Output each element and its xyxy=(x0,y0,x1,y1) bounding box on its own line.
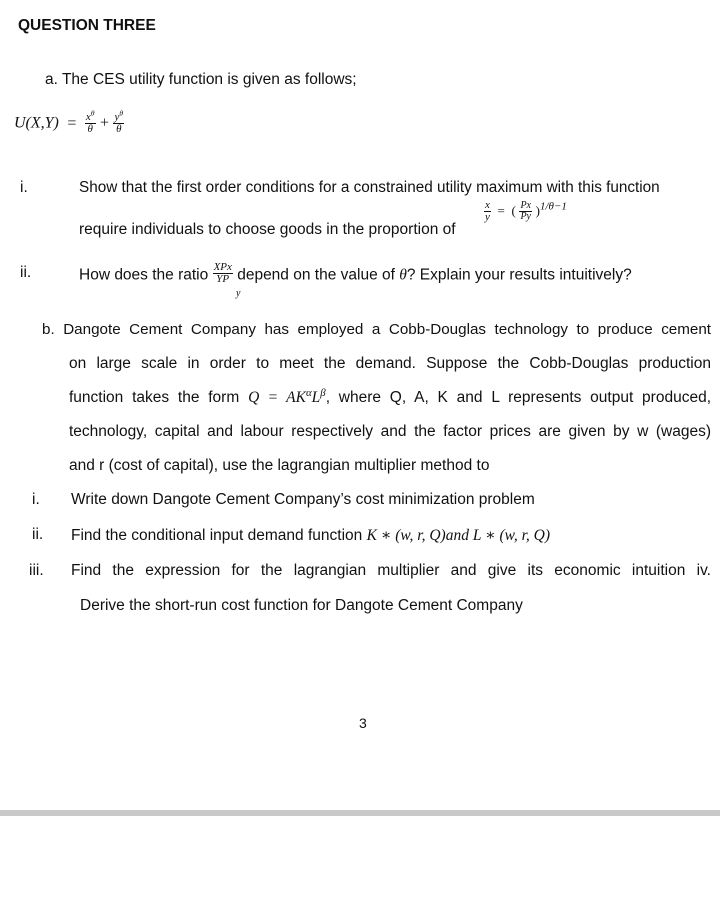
formula-lhs: U(X,Y) xyxy=(14,114,59,132)
proportion-price-fraction xyxy=(519,201,532,222)
frac-x: x xyxy=(85,111,91,123)
item-a-ii-text xyxy=(79,261,632,287)
part-b-line5: and r (cost of capital), use the lagrangian multiplier method to xyxy=(69,457,490,474)
proportion-lhs-fraction xyxy=(484,200,491,223)
proportion-px: Px xyxy=(520,200,531,211)
proportion-x: x xyxy=(485,199,490,211)
item-b-ii-text xyxy=(71,526,550,545)
ratio-subscript: y xyxy=(236,288,241,299)
frac-y: y xyxy=(114,111,120,123)
item-b-ii-label: Find the conditional input demand function xyxy=(71,527,363,544)
item-a-i-line1: Show that the first order conditions for a constrained utility maximum with this function xyxy=(79,179,660,196)
ratio-num: XPx xyxy=(213,261,232,273)
item-b-iv-number: iv. xyxy=(696,562,711,579)
item-a-ii-number: ii. xyxy=(20,264,32,281)
item-a-i-line2: require individuals to choose goods in the proportion of xyxy=(79,221,456,238)
page-separator xyxy=(0,810,720,816)
fraction-x-theta xyxy=(85,108,96,135)
proportion-formula: $\frac{x}{y}$ = ( $\frac{Px}{Py}$ )$^{1/\theta-1}$ xyxy=(485,199,567,223)
question-heading: QUESTION THREE xyxy=(18,17,156,34)
part-b-line3-pre: function takes the form xyxy=(69,389,240,406)
item-a-ii-post-b: ? Explain your results intuitively? xyxy=(406,266,632,284)
theta-symbol: θ xyxy=(399,266,407,284)
part-b-line3 xyxy=(69,386,711,407)
frac-y-exp: θ xyxy=(119,108,124,118)
item-b-i-text: Write down Dangote Cement Company’s cost minimization problem xyxy=(71,491,535,508)
part-b-line2: on large scale in order to meet the demand. Suppose the Cobb-Douglas production xyxy=(69,355,711,372)
ratio-den: YP xyxy=(216,273,230,285)
item-a-ii-pre: How does the ratio xyxy=(79,266,209,284)
page-number: 3 xyxy=(359,715,367,731)
item-b-ii-number: ii. xyxy=(32,526,44,543)
fraction-y-theta xyxy=(113,108,124,135)
formula-equals: = xyxy=(67,114,77,132)
proportion-equals: = xyxy=(497,202,505,218)
item-b-iv-text: Derive the short-run cost function for Dangote Cement Company xyxy=(80,597,523,614)
proportion-y: y xyxy=(485,211,490,223)
cobb-douglas-formula: $Q = AK^\alpha L^\beta$ xyxy=(248,386,326,406)
part-b-line3-post: , where Q, A, K and L represents output produced, xyxy=(325,389,711,406)
ces-formula xyxy=(14,108,124,135)
frac-x-den: θ xyxy=(87,123,93,135)
item-a-ii-post-a: depend on the value of xyxy=(237,266,395,284)
ratio-fraction xyxy=(213,262,233,285)
item-b-iii-line xyxy=(71,562,711,580)
frac-x-exp: θ xyxy=(90,108,95,118)
proportion-exponent: 1/θ−1 xyxy=(539,200,567,213)
item-b-iii-text: Find the expression for the lagrangian multiplier and give its economic intuition xyxy=(71,562,686,579)
part-a-intro: a. The CES utility function is given as follows; xyxy=(45,71,357,88)
item-b-iii-number: iii. xyxy=(29,562,44,579)
proportion-py: Py xyxy=(520,211,531,222)
part-b-line4: technology, capital and labour respectively and the factor prices are given by w (wages) xyxy=(69,423,711,440)
part-b-line1: b. Dangote Cement Company has employed a Cobb-Douglas technology to produce cement xyxy=(42,321,711,338)
frac-y-den: θ xyxy=(116,123,122,135)
formula-plus: + xyxy=(99,114,109,132)
item-b-i-number: i. xyxy=(32,491,40,508)
item-a-i-number: i. xyxy=(20,179,28,196)
input-demand-math: K ∗ (w, r, Q)and L ∗ (w, r, Q) xyxy=(366,527,550,544)
